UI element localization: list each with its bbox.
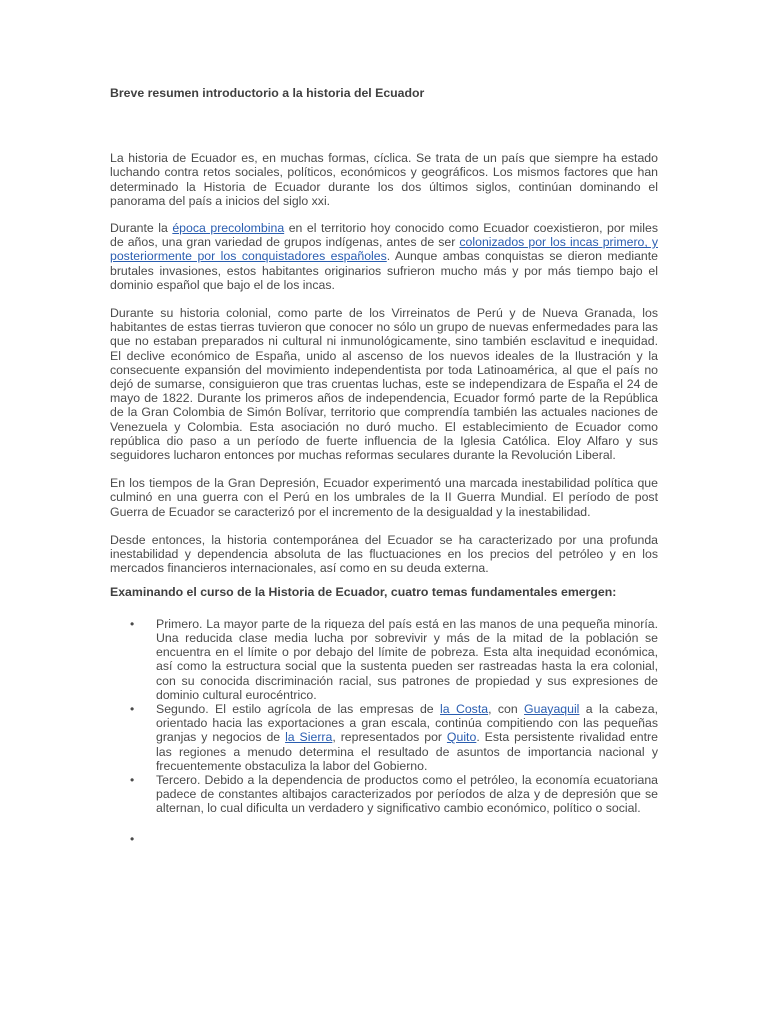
link-la-costa[interactable]: la Costa xyxy=(440,701,489,716)
paragraph-gran-depresion: En los tiempos de la Gran Depresión, Ecuador experimentó una marcada inestabilidad política que culminó en una guerra con el Perú en los umbrales de la II Guerra Mundial. El período de post Guerra de Ecuador se caracterizó por el incremento de la desigualdad y la inestabilidad. xyxy=(110,476,658,519)
link-guayaquil[interactable]: Guayaquil xyxy=(524,701,580,716)
document-body xyxy=(110,86,658,846)
bullet-icon: • xyxy=(130,772,135,787)
text-run: a la cabeza, orientado hacia las exportaciones a gran escala, continúa compitiendo con las pequeñas granjas y negocios de xyxy=(156,701,658,745)
section-subheading: Examinando el curso de la Historia de Ecuador, cuatro temas fundamentales emergen: xyxy=(110,585,617,600)
bullet-icon: • xyxy=(130,616,135,631)
list-item-text xyxy=(156,702,658,773)
document-title: Breve resumen introductorio a la historia del Ecuador xyxy=(110,86,425,100)
list-item-segundo xyxy=(110,702,658,773)
text-run: . Aunque ambas conquistas se dieron mediante brutales invasiones, estos habitantes originarios sufrieron mucho más y por más tiempo bajo el dominio español que bajo el de los incas. xyxy=(110,249,658,292)
link-colonizados[interactable]: colonizados por los incas primero, y posteriormente por los conquistadores españoles xyxy=(110,235,658,264)
bullet-icon: • xyxy=(130,831,135,846)
text-run: . Esta persistente rivalidad entre las regiones a menudo determina el resultado de asuntos de importancia nacional y frecuentemente obstaculiza la labor del Gobierno. xyxy=(156,730,658,773)
paragraph-contemporanea: Desde entonces, la historia contemporánea del Ecuador se ha caracterizado por una profunda inestabilidad y dependencia absoluta de las fluctuaciones en los precios del petróleo y en los mercados financieros internacionales, así como en su deuda externa. xyxy=(110,532,658,576)
text-run: Segundo. El estilo agrícola de las empresas de xyxy=(156,701,441,716)
paragraph-intro: La historia de Ecuador es, en muchas formas, cíclica. Se trata de un país que siempre ha estado luchando contra retos sociales, políticos, económicos y geográficos. Los mismos factores que han determinado la Historia de Ecuador durante los dos últimos siglos, continúan dominando el panorama del país a inicios del siglo xxi. xyxy=(110,151,658,208)
list-item-text: Tercero. Debido a la dependencia de productos como el petróleo, la economía ecuatoriana padece de constantes altibajos caracterizados por períodos de alza y de depresión que se alternan, lo cual dificulta un verdadero y significativo cambio económico, político o social. xyxy=(156,772,658,816)
text-run: en el territorio hoy conocido como Ecuador coexistieron, por miles de años, una gran variedad de grupos indígenas, antes de ser xyxy=(110,221,659,250)
list-item-empty xyxy=(110,832,658,846)
list-item-primero xyxy=(110,617,658,702)
text-run: , representados por xyxy=(332,730,447,745)
link-la-sierra[interactable]: la Sierra xyxy=(285,730,333,745)
text-run: , con xyxy=(488,701,525,716)
topics-list xyxy=(110,617,658,846)
bullet-icon: • xyxy=(130,701,135,716)
link-quito[interactable]: Quito xyxy=(446,730,477,745)
list-item-tercero xyxy=(110,773,658,816)
link-epoca-precolombina[interactable]: época precolombina xyxy=(172,221,285,236)
paragraph-precolombina xyxy=(110,221,658,292)
text-run: Durante la xyxy=(110,221,173,236)
paragraph-colonial: Durante su historia colonial, como parte de los Virreinatos de Perú y de Nueva Granada, los habitantes de estas tierras tuvieron que conocer no sólo un grupo de nuevas enfermedades para las que no estaban preparados ni cultural ni inmunológicamente, sino también esclavitud e inequidad. El declive económico de España, unido al ascenso de los nuevos ideales de la Ilustración y la consecuente expansión del movimiento independentista por toda Latinoamérica, al que el país no dejó de sumarse, consiguieron que tras cruentas luchas, este se independizara de España el 24 de mayo de 1822. Durante los primeros años de independencia, Ecuador formó parte de la República de la Gran Colombia de Simón Bolívar, territorio que comprendía también las actuales naciones de Venezuela y Colombia. Esta asociación no duró mucho. El establecimiento de Ecuador como república dio paso a un período de fuerte influencia de la Iglesia Católica. Eloy Alfaro y sus seguidores lucharon entonces por muchas reformas seculares durante la Revolución Liberal. xyxy=(110,306,658,463)
list-item-text: Primero. La mayor parte de la riqueza del país está en las manos de una pequeña minoría. Una reducida clase media lucha por sobrevivir y más de la mitad de la población se encuentra en el límite o por debajo del límite de pobreza. Esta alta inequidad económica, así como la estructura social que la sustenta pueden ser rastreadas hasta la era colonial, con su conocida discriminación racial, sus patrones de propiedad y sus expresiones de dominio cultural eurocéntrico. xyxy=(156,616,658,702)
